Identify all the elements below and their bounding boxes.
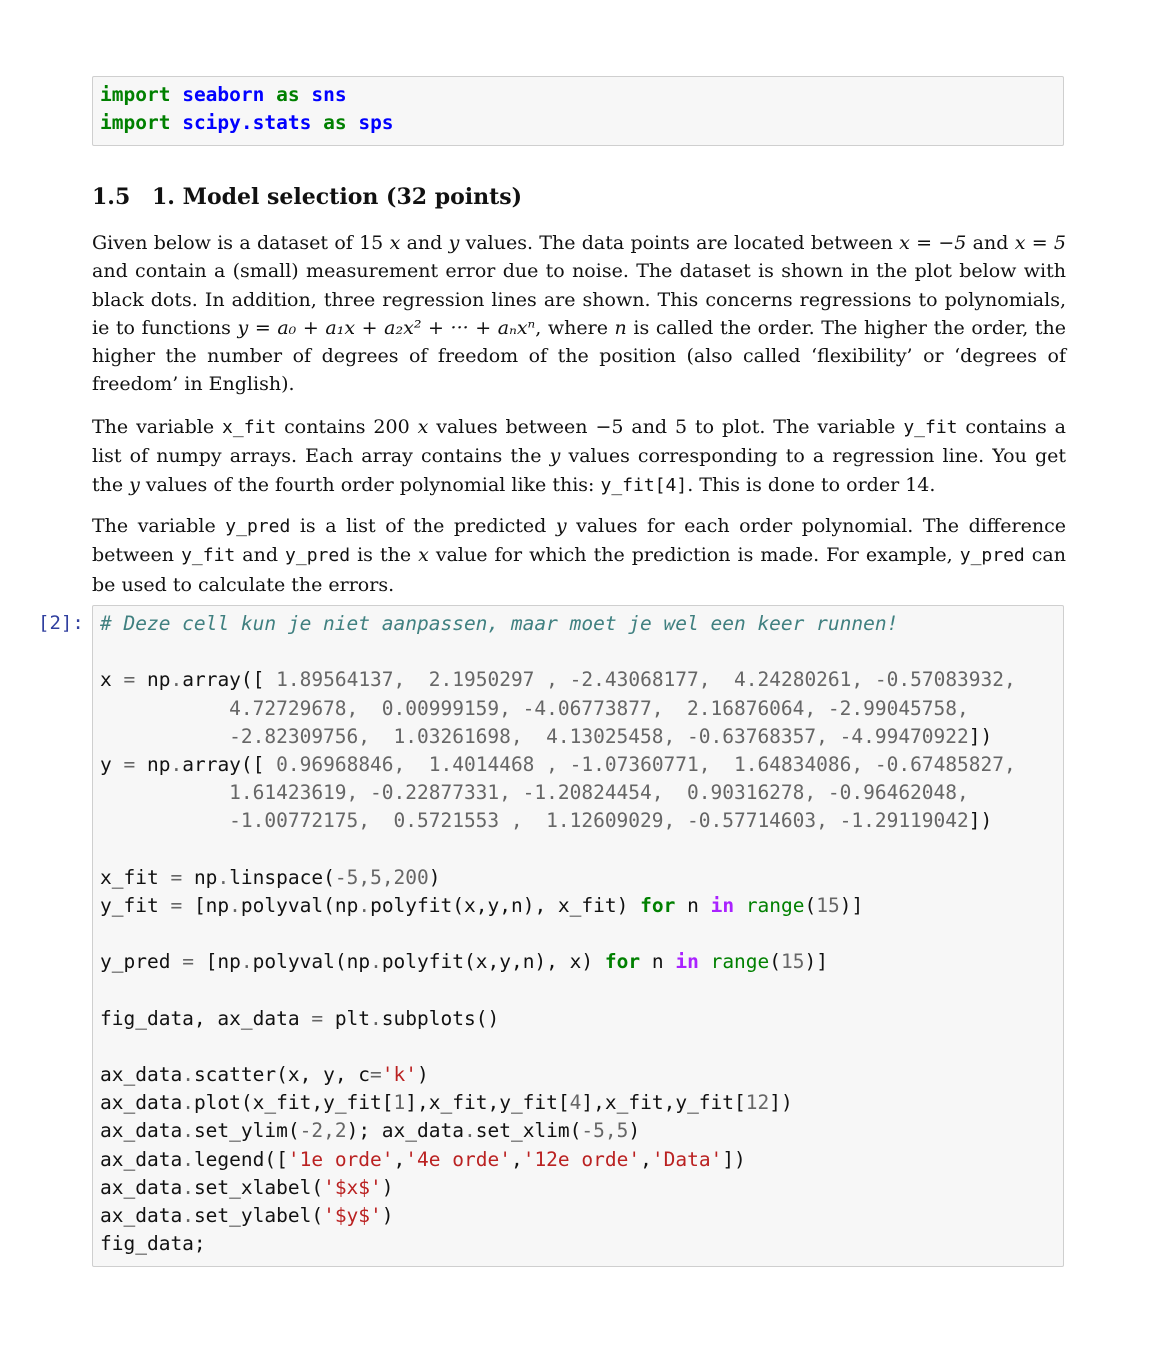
text: values of the fourth order polynomial like this: <box>139 473 601 496</box>
string-literal: '$x$' <box>323 1175 382 1199</box>
section-title: 1. Model selection (32 points) <box>152 184 523 210</box>
text: Given below is a dataset of 15 <box>92 232 390 254</box>
text: is a list of the predicted <box>290 515 556 537</box>
module-name: seaborn <box>182 83 265 106</box>
text: and <box>966 232 1015 254</box>
inline-code: y_fit <box>903 417 958 438</box>
inline-code: y_pred <box>959 545 1025 567</box>
paragraph-x-fit-description <box>92 413 1066 500</box>
text: . This is done to order 14. <box>687 473 936 496</box>
code-blank-line <box>100 976 1063 1004</box>
keyword-import: import <box>100 111 171 135</box>
code-blank-line <box>100 836 1063 864</box>
code-blank-line <box>100 920 1063 948</box>
module-name: scipy.stats <box>182 111 312 135</box>
x-values-row-3: -2.82309756, 1.03261698, 4.13025458, -0.63768357, -4.99470922 <box>229 724 969 748</box>
math-n: n <box>614 316 627 339</box>
text: and <box>400 232 449 254</box>
code-blank-line <box>100 638 1063 666</box>
section-number: 1.5 <box>92 184 131 210</box>
code-line-x-array-cont: -2.82309756, 1.03261698, 4.13025458, -0.63768357, -4.99470922]) <box>229 724 993 748</box>
inline-code: y_fit <box>181 545 236 567</box>
code-line-legend: ax_data.legend(['1e orde','4e orde','12e orde','Data']) <box>100 1147 746 1171</box>
x-values-row-2: 4.72729678, 0.00999159, -4.06773877, 2.16876064, -2.99045758, <box>229 696 969 720</box>
code-line-x-array: x = np.array([ 1.89564137, 2.1950297 , -2.43068177, 4.24280261, -0.57083932, <box>100 668 1016 692</box>
code-comment: # Deze cell kun je niet aanpassen, maar moet je wel een keer runnen! <box>100 612 899 635</box>
math-y: y <box>549 445 561 468</box>
inline-code: y_pred <box>225 516 291 537</box>
math-y: y <box>448 232 460 254</box>
string-literal: 'Data' <box>651 1147 723 1171</box>
string-literal: '1e orde' <box>287 1147 394 1171</box>
string-literal: '4e orde' <box>405 1147 511 1171</box>
module-alias: sps <box>358 111 394 135</box>
text: contains a list of numpy arrays. Each array contains the <box>92 416 1067 468</box>
linspace-args: -5,5,200 <box>334 865 429 889</box>
text: values. The data points are located between <box>459 232 900 254</box>
code-line-import-scipy <box>100 109 1063 137</box>
math-x: x <box>417 416 429 438</box>
code-line-subplots: fig_data, ax_data = plt.subplots() <box>100 1006 500 1030</box>
code-line-x-array-cont <box>100 695 1063 723</box>
string-literal: '12e orde' <box>522 1147 641 1171</box>
index-literal: 12 <box>745 1091 770 1115</box>
code-blank-line <box>100 1033 1063 1061</box>
string-literal: '$y$' <box>323 1203 382 1227</box>
math-equation: x = 5 <box>1014 232 1066 254</box>
code-cell-imports[interactable] <box>92 76 1064 146</box>
code-line-import-seaborn <box>100 81 1063 109</box>
inline-code: x_fit <box>222 417 277 438</box>
index-literal: 1 <box>393 1091 406 1115</box>
code-line-scatter: ax_data.scatter(x, y, c='k') <box>100 1063 429 1086</box>
code-line-y-array-cont: -1.00772175, 0.5721553 , 1.12609029, -0.57714603, -1.29119042]) <box>229 809 993 833</box>
code-line-y-array: y = np.array([ 0.96968846, 1.4014468 , -1.07360771, 1.64834086, -0.67485827, <box>100 752 1016 776</box>
text: value for which the prediction is made. For example, <box>428 544 960 567</box>
text: values between −5 and 5 to plot. The variable <box>428 416 904 438</box>
code-line-y-array-cont <box>100 779 1063 807</box>
code-line-limits: ax_data.set_ylim(-2,2); ax_data.set_xlim(-5,5) <box>100 1119 641 1143</box>
text: and <box>235 544 286 567</box>
math-equation: x = −5 <box>899 232 967 254</box>
paragraph-dataset-description <box>92 229 1066 399</box>
inline-code: y_fit[4] <box>600 474 688 496</box>
string-literal: 'k' <box>381 1063 418 1086</box>
inline-code: y_pred <box>285 545 351 567</box>
y-values-row-1: 0.96968846, 1.4014468 , -1.07360771, 1.64834086, -0.67485827, <box>276 752 1016 776</box>
keyword-import: import <box>100 83 171 106</box>
code-line-plot: ax_data.plot(x_fit,y_fit[1],x_fit,y_fit[4],x_fit,y_fit[12]) <box>100 1091 793 1115</box>
math-x: x <box>418 544 429 567</box>
cell-prompt: [2]: <box>38 612 84 634</box>
math-y: y <box>129 473 140 496</box>
math-polynomial-formula: y = a₀ + a₁x + a₂x² + ··· + aₙxⁿ <box>237 316 536 339</box>
module-alias: sns <box>311 83 347 106</box>
text: The variable <box>92 515 226 537</box>
text: values for each order polynomial. The difference between <box>92 515 1066 567</box>
text: , where <box>535 316 615 339</box>
text: is the <box>350 544 419 567</box>
ylim-args: -2,2 <box>299 1119 347 1143</box>
code-line-ylabel: ax_data.set_ylabel('$y$') <box>100 1203 394 1227</box>
range-arg: 15 <box>781 950 805 974</box>
code-line-x-fit: x_fit = np.linspace(-5,5,200) <box>100 865 441 889</box>
index-literal: 4 <box>569 1091 582 1115</box>
xlim-args: -5,5 <box>581 1119 629 1143</box>
code-imports <box>93 77 1063 137</box>
keyword-as: as <box>323 111 347 135</box>
code-line-y-fit: y_fit = [np.polyval(np.polyfit(x,y,n), x_fit) for n in range(15)] <box>100 893 864 917</box>
text: and contain a (small) measurement error due to noise. The dataset is shown in the plot below with black dots. In addition, three regression lines are shown. This concerns regressions to polynomials, ie to functions <box>92 260 1066 339</box>
x-values-row-1: 1.89564137, 2.1950297 , -2.43068177, 4.24280261, -0.57083932, <box>276 668 1016 692</box>
code-block <box>93 606 1063 1258</box>
text: The variable <box>92 416 223 438</box>
keyword-as: as <box>276 83 300 106</box>
text: is called the order. The higher the order, the higher the number of degrees of freedom of the position (also called ‘flexibility’ or ‘degrees of freedom’ in English). <box>92 316 1066 396</box>
code-line-xlabel: ax_data.set_xlabel('$x$') <box>100 1175 394 1199</box>
math-x: x <box>389 232 401 254</box>
text: contains 200 <box>276 416 418 438</box>
code-line-y-pred: y_pred = [np.polyval(np.polyfit(x,y,n), x) for n in range(15)] <box>100 950 828 974</box>
code-line-fig: fig_data; <box>100 1232 206 1256</box>
y-values-row-2: 1.61423619, -0.22877331, -1.20824454, 0.90316278, -0.96462048, <box>229 781 969 805</box>
code-cell-2[interactable] <box>92 605 1064 1267</box>
section-heading <box>92 184 522 210</box>
paragraph-y-pred-description <box>92 512 1066 599</box>
text: values corresponding to a regression line. You get the <box>92 445 1066 496</box>
y-values-row-3: -1.00772175, 0.5721553 , 1.12609029, -0.57714603, -1.29119042 <box>229 809 969 833</box>
range-arg: 15 <box>816 893 840 917</box>
math-y: y <box>555 515 567 537</box>
text: can be used to calculate the errors. <box>92 544 1066 596</box>
